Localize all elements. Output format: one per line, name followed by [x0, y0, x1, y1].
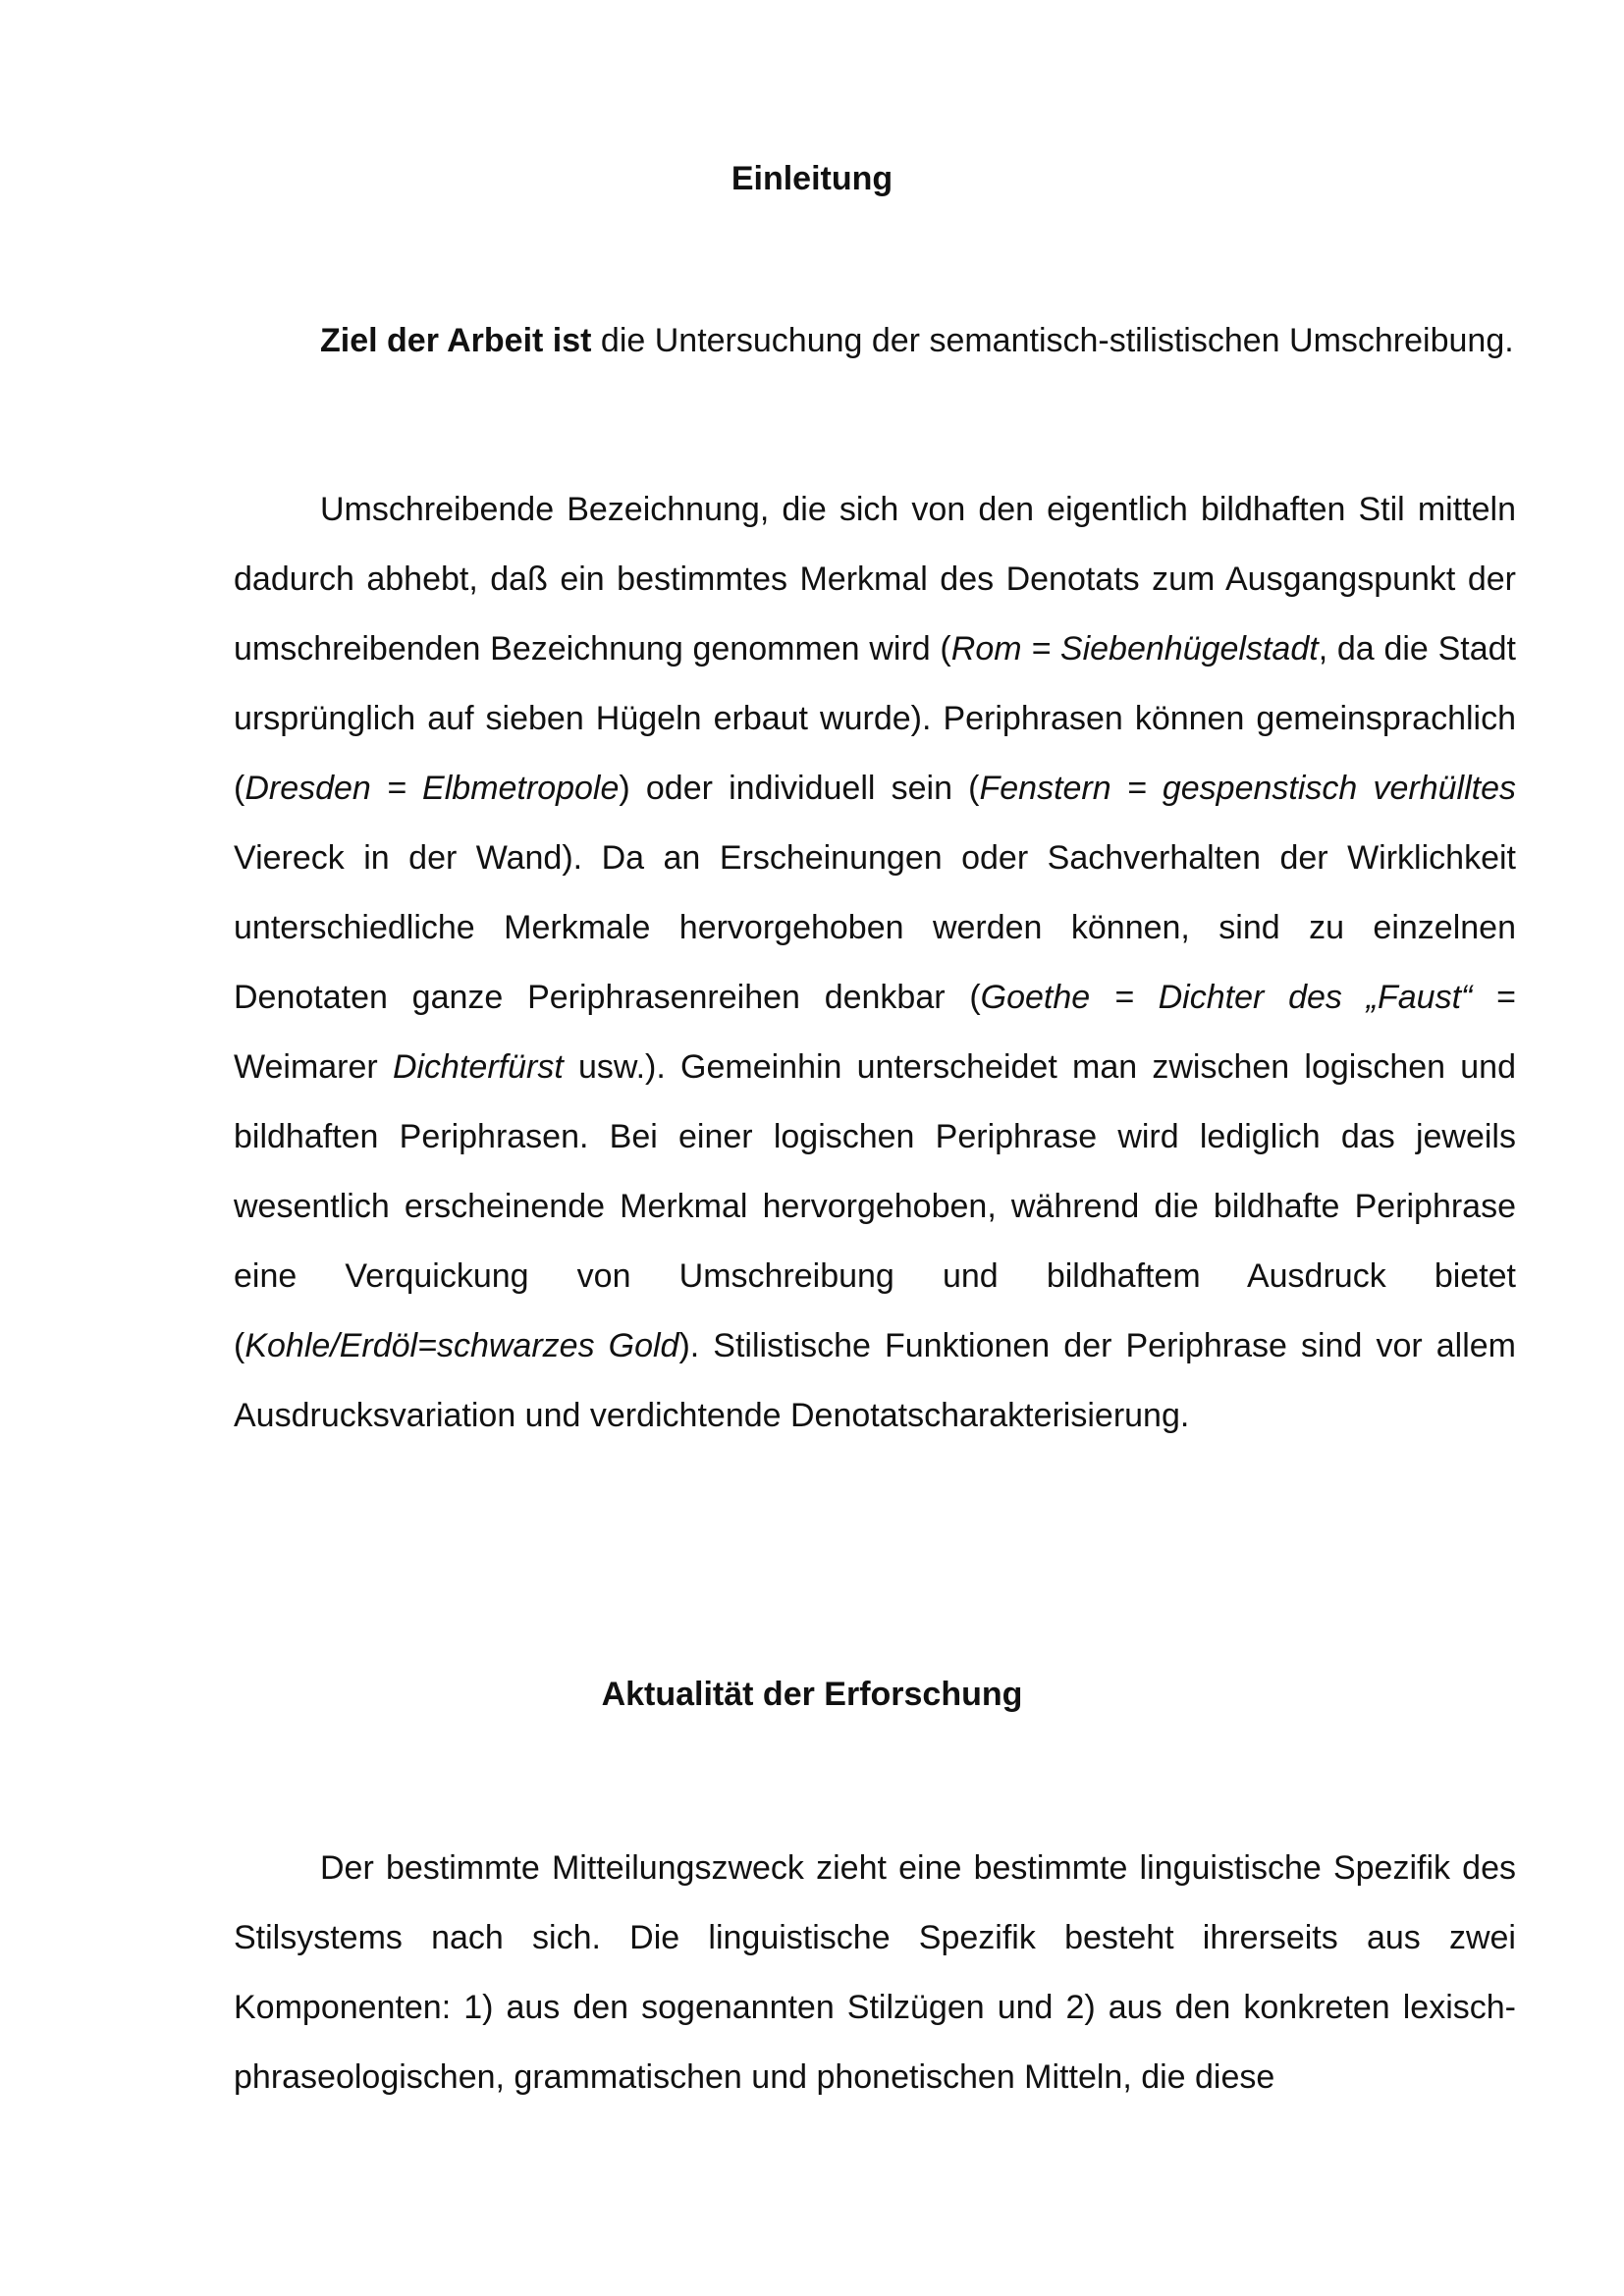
text-segment: usw.). Gemeinhin unterscheidet man zwischen logischen und bildhaften Periphrasen. Bei einer logischen Periphrase wird lediglich das jeweils wesentlich erscheinende Merkmal hervorgehoben, während die bildhafte Periphrase eine Verquickung von Umschreibung und bildhaftem Ausdruck bietet (: [234, 1048, 1517, 1364]
text-segment: ). Stilistische Funktionen der Periphrase sind vor allem Ausdrucksvariation und verdichtende Denotatscharakterisierung.: [234, 1327, 1516, 1434]
paragraph-goal: [234, 306, 1516, 376]
text-segment: Viereck in der Wand). Da an Erscheinungen oder Sachverhalten der Wirklichkeit unterschiedliche Merkmale hervorgehoben werden können, sind zu einzelnen Denotaten ganze Periphrasenreihen denkbar (: [234, 839, 1516, 1016]
paragraph-stilsystem: Der bestimmte Mitteilungszweck zieht eine bestimmte linguistische Spezifik des Stilsystems nach sich. Die linguistische Spezifik besteht ihrerseits aus zwei Komponenten: 1) aus den sogenannten Stilzügen und 2) aus den konkreten lexisch-phraseologischen, grammatischen und phonetischen Mitteln, die diese: [234, 1849, 1516, 2096]
heading-einleitung: Einleitung: [731, 160, 893, 197]
text-segment: ) oder individuell sein (: [619, 770, 980, 807]
example-italic: Dichterfürst: [392, 1048, 564, 1086]
paragraph-periphrase-definition: [234, 475, 1516, 1451]
example-italic: Rom = Siebenhügelstadt: [950, 630, 1319, 667]
text-segment: Umschreibende Bezeichnung, die sich von den eigentlich bildhaften Stil mitteln dadurch abhebt, daß ein bestimmtes Merkmal des Denotats zum Ausgangspunkt der umschreibenden Bezeichnung genommen wird (: [234, 491, 1516, 667]
example-italic: Dresden = Elbmetropole: [244, 770, 620, 807]
heading-aktualitaet: Aktualität der Erforschung: [601, 1676, 1023, 1713]
example-italic: Kohle/Erdöl=schwarzes Gold: [244, 1327, 679, 1364]
text-segment: , da die Stadt ursprünglich auf sieben Hügeln erbaut wurde). Periphrasen können gemeinsprachlich (: [234, 630, 1516, 807]
goal-lead-bold: Ziel der Arbeit ist: [320, 322, 592, 359]
example-italic: Goethe = Dichter des „Faust“: [980, 979, 1473, 1016]
goal-text: die Untersuchung der semantisch-stilistischen Umschreibung.: [591, 322, 1514, 359]
text-segment: = Weimarer: [234, 979, 1516, 1086]
example-italic: Fenstern = gespenstisch verhülltes: [979, 770, 1517, 807]
